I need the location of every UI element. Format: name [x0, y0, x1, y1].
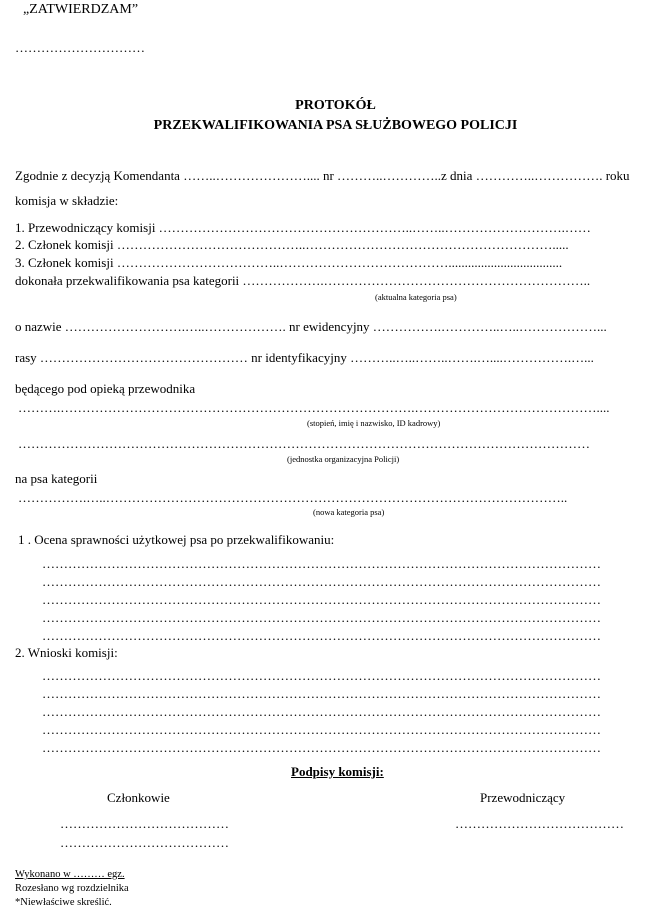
member-signature-line-2: ………………………………… [60, 835, 229, 850]
signatures-heading: Podpisy komisji: [291, 764, 384, 779]
conclusions-line: ………………………………………………………………………………………………………………… [42, 722, 601, 737]
new-category-label: na psa kategorii [15, 471, 98, 486]
decision-line: Zgodnie z decyzją Komendanta ……..………………….... nr ………..…………..z dnia …………..……………. roku [15, 168, 630, 183]
new-category-note: (nowa kategoria psa) [313, 507, 385, 517]
assessment-line: ………………………………………………………………………………………………………………… [42, 574, 601, 589]
strike-note: *Niewłaściwe skreślić. [15, 897, 112, 908]
commission-member-line-1: 2. Członek komisji ……………………………………..…………………………………………………..... [15, 237, 569, 252]
conclusions-line: ………………………………………………………………………………………………………………… [42, 686, 601, 701]
current-category-note: (aktualna kategoria psa) [375, 292, 457, 302]
handler-note: (stopień, imię i nazwisko, ID kadrowy) [307, 418, 441, 428]
document-title: PROTOKÓŁ [295, 98, 376, 113]
commission-chair-line: 1. Przewodniczący komisji …………………………………………………..……..……………………….…… [15, 220, 591, 235]
approval-label: „ZATWIERDZAM” [23, 2, 139, 17]
handler-label: będącego pod opieką przewodnika [15, 381, 196, 396]
conclusions-line: ………………………………………………………………………………………………………………… [42, 704, 601, 719]
assessment-line: ………………………………………………………………………………………………………………… [42, 610, 601, 625]
distribution-note: Rozesłano wg rozdzielnika [15, 883, 129, 894]
unit-line: …………………………………………………………………………………………………………………… [18, 436, 590, 451]
assessment-line: ………………………………………………………………………………………………………………… [42, 592, 601, 607]
document-subtitle: PRZEKWALIFIKOWANIA PSA SŁUŻBOWEGO POLICJI [153, 118, 518, 133]
members-label: Członkowie [107, 790, 170, 805]
dog-breed-line: rasy ………………………………………… nr identyfikacyjny ………..…..……..…….…....…………….…... [15, 350, 594, 365]
chair-label: Przewodniczący [480, 790, 566, 805]
current-category-line: dokonała przekwalifikowania psa kategorii ……………….…………………………………………………….. [15, 273, 591, 288]
approval-signature-line: ………………………… [15, 40, 145, 55]
assessment-label: 1 . Ocena sprawności użytkowej psa po przekwalifikowaniu: [18, 532, 335, 547]
commission-label: komisja w składzie: [15, 193, 119, 208]
assessment-line: ………………………………………………………………………………………………………………… [42, 628, 601, 643]
new-category-line: …………….…..…………………………………………………………………………………………….. [18, 490, 568, 505]
chair-signature-line: ………………………………… [455, 816, 624, 831]
conclusions-line: ………………………………………………………………………………………………………………… [42, 740, 601, 755]
member-signature-line-1: ………………………………… [60, 816, 229, 831]
dog-name-line: o nazwie ……………………….…..………………. nr ewidencyjny …………….…………..…..………………... [15, 319, 607, 334]
handler-line: ……….……………………………………………………………………….…………………………………….... [18, 400, 610, 415]
conclusions-line: ………………………………………………………………………………………………………………… [42, 668, 601, 683]
conclusions-label: 2. Wnioski komisji: [15, 645, 118, 660]
commission-member-line-2: 3. Członek komisji ………………………………..…………………………………................................... [15, 255, 563, 270]
copies-note: Wykonano w ……… egz. [15, 869, 125, 880]
assessment-line: ………………………………………………………………………………………………………………… [42, 556, 601, 571]
unit-note: (jednostka organizacyjna Policji) [287, 454, 400, 464]
